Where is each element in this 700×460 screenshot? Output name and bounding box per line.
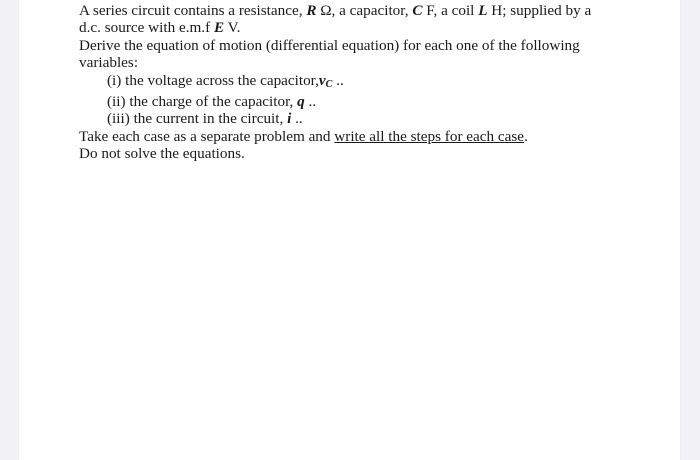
emf-symbol: E [213,19,225,37]
capacitance-symbol: C [412,2,423,19]
current-symbol: i [287,110,292,128]
problem-line-9: Do not solve the equations. [79,145,245,163]
problem-line-1: A series circuit contains a resistance, R Ω, a capacitor, C F, a coil L H; supplied by a [79,2,592,19]
list-item-circuit-current: (iii) the current in the circuit, i .. [107,110,303,128]
problem-line-2: d.c. source with e.m.f E V. [79,19,241,37]
inductance-symbol: L [478,2,488,19]
underlined-instruction: write all the steps for each case [334,127,525,145]
list-item-capacitor-voltage: (i) the voltage across the $capacitor,v_C$ .. [107,71,344,90]
resistance-symbol: R [306,2,317,19]
document-page [19,0,680,460]
list-item-capacitor-charge: (ii) the charge of the capacitor, q .. [107,93,317,111]
charge-symbol: q [297,93,305,111]
voltage-symbol: v [318,71,326,89]
problem-line-4: variables: [79,54,139,72]
problem-line-3: Derive the equation of motion (differential equation) for each one of the following [79,36,580,54]
problem-line-8: Take each case as a separate problem and write all the steps for each case. [79,127,528,145]
problem-statement [79,2,639,163]
voltage-subscript: C [325,78,333,90]
